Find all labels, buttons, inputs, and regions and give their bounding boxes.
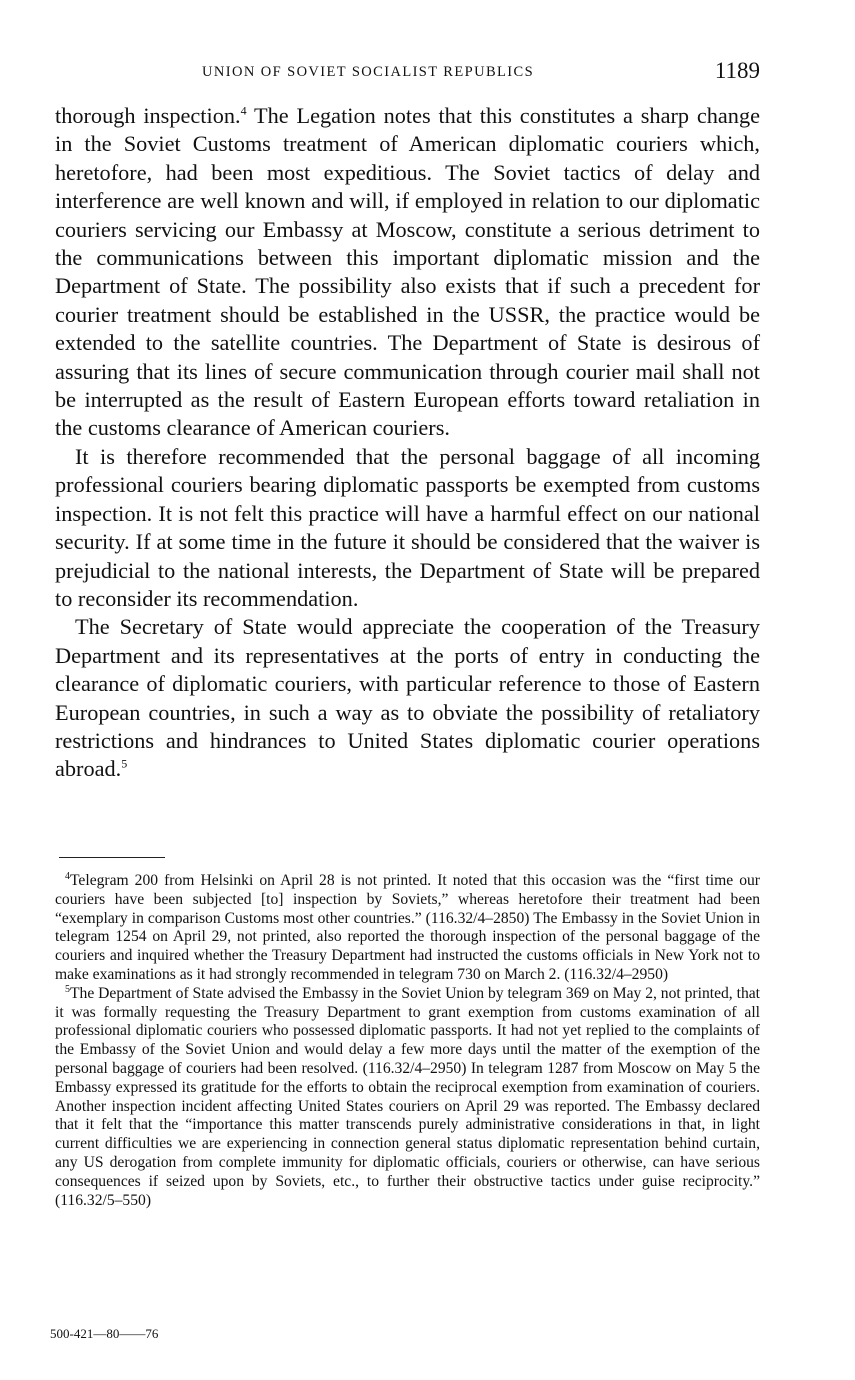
- running-title: UNION OF SOVIET SOCIALIST REPUBLICS: [202, 64, 535, 80]
- footnote-5: [55, 985, 760, 1211]
- paragraph-cooperation: [55, 613, 760, 783]
- paragraph-recommendation: It is therefore recommended that the personal baggage of all incoming professional couriers bearing diplomatic passports be exempted from customs inspection. It is not felt this practice will have a harmful effect on our national security. If at some time in the future it should be considered that the waiver is prejudicial to the national interests, the Department of State will be prepared to reconsider its recommendation.: [55, 443, 760, 611]
- print-code: 500-421—80——76: [50, 1326, 159, 1341]
- paragraph-3-text: The Secretary of State would appreciate the cooperation of the Treasury Department and its representatives at the ports of entry in conducting the clearance of diplomatic couriers, with particular reference to those of Eastern European countries, in such a way as to obviate the possibility of retaliatory restrictions and hindrances to United States diplomatic courier operations abroad.: [55, 614, 760, 782]
- running-head: [55, 60, 760, 88]
- paragraph-continued: [55, 102, 760, 443]
- body-text: [55, 102, 760, 784]
- paragraph-1-lead: thorough inspection.: [55, 103, 241, 128]
- footnote-divider: [59, 857, 165, 858]
- footnote-5-mark: 5: [65, 983, 70, 995]
- page-number: 1189: [714, 58, 760, 83]
- footnote-4-mark: 4: [65, 870, 70, 882]
- footnote-4-text: Telegram 200 from Helsinki on April 28 is not printed. It noted that this occasion was the “first time our couriers have been subjected [to] inspection by Soviets,” whereas heretofore their treatment had been “exemplary in comparison Customs most other countries.” (116.32/4–2850) The Embassy in the Soviet Union in telegram 1254 on April 29, not printed, also reported the thorough inspection of the personal baggage of the couriers and inquired whether the Treasury Department had instructed the customs officials in New York not to make examinations as it had strongly recommended in telegram 730 on March 2. (116.32/4–2950): [55, 872, 760, 983]
- footnote-ref-4: 4: [240, 103, 247, 118]
- footnotes: [55, 872, 760, 1210]
- footnote-ref-5: 5: [121, 756, 128, 771]
- paragraph-1-rest: The Legation notes that this constitutes a sharp change in the Soviet Customs treatment of American diplomatic couriers which, heretofore, had been most expeditious. The Soviet tactics of delay and interference are well known and will, if employed in relation to our diplomatic couriers servicing our Embassy at Moscow, constitute a serious detriment to the communications between this important diplomatic mission and the Department of State. The possibility also exists that if such a precedent for courier treatment should be established in the USSR, the practice would be extended to the satellite countries. The Department of State is desirous of assuring that its lines of secure communication through courier mail shall not be interrupted as the result of Eastern European efforts toward retaliation in the customs clearance of American couriers.: [55, 103, 761, 441]
- footnote-4: [55, 872, 760, 985]
- footnote-5-text: The Department of State advised the Embassy in the Soviet Union by telegram 369 on May 2, not printed, that it was formally requesting the Treasury Department to grant exemption from customs examination of all professional diplomatic couriers who possessed diplomatic passports. It had not yet replied to the complaints of the Embassy of the Soviet Union and would delay a few more days until the matter of the exemption of the personal baggage of couriers had been resolved. (116.32/4–2950) In telegram 1287 from Moscow on May 5 the Embassy expressed its gratitude for the efforts to obtain the reciprocal exemption from examination of couriers. Another inspection incident affecting United States couriers on April 29 was reported. The Embassy declared that it felt that the “importance this matter transcends purely administrative considerations in that, in light current difficulties we are experiencing in connection general status diplomatic representation behind curtain, any US derogation from complete immunity for diplomatic officials, couriers or otherwise, can have serious consequences if seized upon by Soviets, etc., to further their obstructive tactics under guise reciprocity.” (116.32/5–550): [55, 984, 760, 1209]
